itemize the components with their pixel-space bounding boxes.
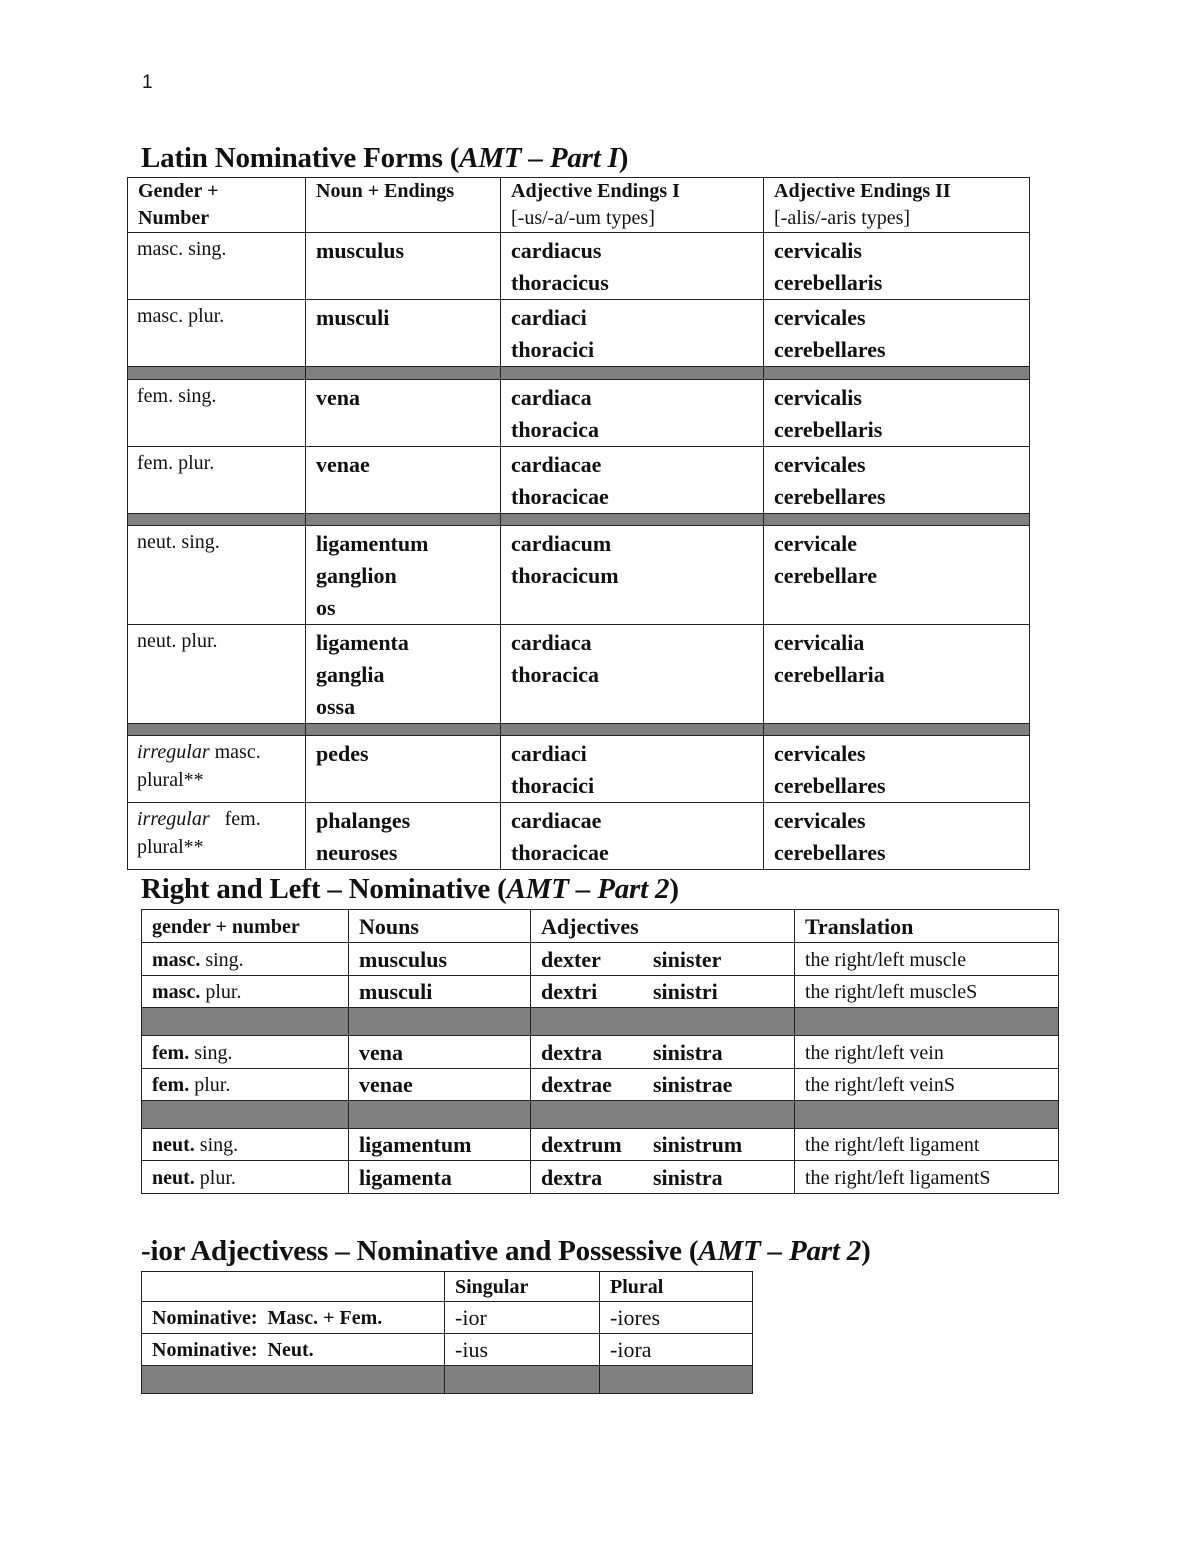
translation-cell: the right/left vein xyxy=(795,1036,1059,1069)
adjective-cell: dextri sinistri xyxy=(531,976,795,1008)
table-row xyxy=(128,736,1030,803)
adjective2-cell: cervicalia cerebellaria xyxy=(764,625,1030,724)
table-row xyxy=(142,1036,1059,1069)
header-adjective-endings-2: Adjective Endings II [-alis/-aris types] xyxy=(764,178,1030,233)
table-row xyxy=(142,1302,753,1334)
header-nouns: Nouns xyxy=(349,910,531,943)
translation-cell: the right/left ligamentS xyxy=(795,1161,1059,1194)
noun-cell: musculus xyxy=(349,943,531,976)
table-row xyxy=(128,447,1030,514)
noun-cell: pedes xyxy=(306,736,501,803)
separator-row xyxy=(142,1366,753,1394)
noun-cell: ligamenta ganglia ossa xyxy=(306,625,501,724)
adjective-cell: dextra sinistra xyxy=(531,1036,795,1069)
adjective1-cell: cardiacae thoracicae xyxy=(501,447,764,514)
table-row xyxy=(142,1334,753,1366)
row-label: masc. plur. xyxy=(142,976,349,1008)
noun-cell: vena xyxy=(306,380,501,447)
header-translation: Translation xyxy=(795,910,1059,943)
ior-adjectives-table xyxy=(141,1271,753,1394)
row-label: neut. plur. xyxy=(128,625,306,724)
adjective1-cell: cardiaca thoracica xyxy=(501,380,764,447)
noun-cell: venae xyxy=(349,1069,531,1101)
table-row xyxy=(128,380,1030,447)
plural-cell: -iores xyxy=(600,1302,753,1334)
section3-title: -ior Adjectivess – Nominative and Possessive (AMT – Part 2) xyxy=(141,1235,871,1267)
header-plural: Plural xyxy=(600,1272,753,1302)
row-label: irregular masc. plural** xyxy=(128,736,306,803)
translation-cell: the right/left veinS xyxy=(795,1069,1059,1101)
adjective2-cell: cervicalis cerebellaris xyxy=(764,233,1030,300)
header-singular: Singular xyxy=(445,1272,600,1302)
header-gender-number: gender + number xyxy=(142,910,349,943)
adjective1-cell: cardiaci thoracici xyxy=(501,736,764,803)
singular-cell: -ius xyxy=(445,1334,600,1366)
table-row xyxy=(128,526,1030,625)
row-label: Nominative: Neut. xyxy=(142,1334,445,1366)
header-adjective-endings-1: Adjective Endings I [-us/-a/-um types] xyxy=(501,178,764,233)
header-row xyxy=(142,910,1059,943)
translation-cell: the right/left muscleS xyxy=(795,976,1059,1008)
singular-cell: -ior xyxy=(445,1302,600,1334)
row-label: masc. sing. xyxy=(142,943,349,976)
noun-cell: venae xyxy=(306,447,501,514)
translation-cell: the right/left muscle xyxy=(795,943,1059,976)
row-label: neut. plur. xyxy=(142,1161,349,1194)
separator-row xyxy=(128,724,1030,736)
section1-title: Latin Nominative Forms (AMT – Part I) xyxy=(141,142,629,174)
separator-row xyxy=(142,1101,1059,1129)
section2-title: Right and Left – Nominative (AMT – Part 2) xyxy=(141,873,679,905)
noun-cell: musculus xyxy=(306,233,501,300)
noun-cell: ligamentum xyxy=(349,1129,531,1161)
noun-cell: ligamenta xyxy=(349,1161,531,1194)
adjective2-cell: cervicale cerebellare xyxy=(764,526,1030,625)
separator-row xyxy=(142,1008,1059,1036)
noun-cell: phalanges neuroses xyxy=(306,803,501,870)
separator-row xyxy=(128,514,1030,526)
adjective2-cell: cervicales cerebellares xyxy=(764,803,1030,870)
noun-cell: ligamentum ganglion os xyxy=(306,526,501,625)
table-row xyxy=(128,803,1030,870)
adjective-cell: dextrae sinistrae xyxy=(531,1069,795,1101)
table-row xyxy=(142,976,1059,1008)
table-row xyxy=(128,233,1030,300)
adjective2-cell: cervicales cerebellares xyxy=(764,447,1030,514)
table-row xyxy=(142,1161,1059,1194)
row-label: neut. sing. xyxy=(128,526,306,625)
row-label: fem. sing. xyxy=(142,1036,349,1069)
separator-row xyxy=(128,367,1030,380)
adjective1-cell: cardiacus thoracicus xyxy=(501,233,764,300)
row-label: masc. plur. xyxy=(128,300,306,367)
adjective1-cell: cardiacae thoracicae xyxy=(501,803,764,870)
table-row xyxy=(142,943,1059,976)
adjective1-cell: cardiacum thoracicum xyxy=(501,526,764,625)
row-label: fem. plur. xyxy=(128,447,306,514)
noun-cell: musculi xyxy=(306,300,501,367)
adjective-cell: dextrum sinistrum xyxy=(531,1129,795,1161)
table-row xyxy=(142,1129,1059,1161)
table-row xyxy=(128,625,1030,724)
plural-cell: -iora xyxy=(600,1334,753,1366)
row-label: fem. plur. xyxy=(142,1069,349,1101)
adjective-cell: dexter sinister xyxy=(531,943,795,976)
adjective-cell: dextra sinistra xyxy=(531,1161,795,1194)
nominative-forms-table xyxy=(127,177,1030,870)
page-number: 1 xyxy=(142,72,153,93)
row-label: neut. sing. xyxy=(142,1129,349,1161)
translation-cell: the right/left ligament xyxy=(795,1129,1059,1161)
adjective1-cell: cardiaca thoracica xyxy=(501,625,764,724)
header-gender-number: Gender + Number xyxy=(128,178,306,233)
row-label: irregular fem. plural** xyxy=(128,803,306,870)
row-label: fem. sing. xyxy=(128,380,306,447)
header-row xyxy=(128,178,1030,233)
adjective2-cell: cervicalis cerebellaris xyxy=(764,380,1030,447)
table-row xyxy=(142,1069,1059,1101)
adjective2-cell: cervicales cerebellares xyxy=(764,300,1030,367)
header-row xyxy=(142,1272,753,1302)
row-label: masc. sing. xyxy=(128,233,306,300)
table-row xyxy=(128,300,1030,367)
row-label: Nominative: Masc. + Fem. xyxy=(142,1302,445,1334)
noun-cell: musculi xyxy=(349,976,531,1008)
right-left-table xyxy=(141,909,1059,1194)
header-blank xyxy=(142,1272,445,1302)
adjective1-cell: cardiaci thoracici xyxy=(501,300,764,367)
noun-cell: vena xyxy=(349,1036,531,1069)
header-noun-endings: Noun + Endings xyxy=(306,178,501,233)
adjective2-cell: cervicales cerebellares xyxy=(764,736,1030,803)
header-adjectives: Adjectives xyxy=(531,910,795,943)
